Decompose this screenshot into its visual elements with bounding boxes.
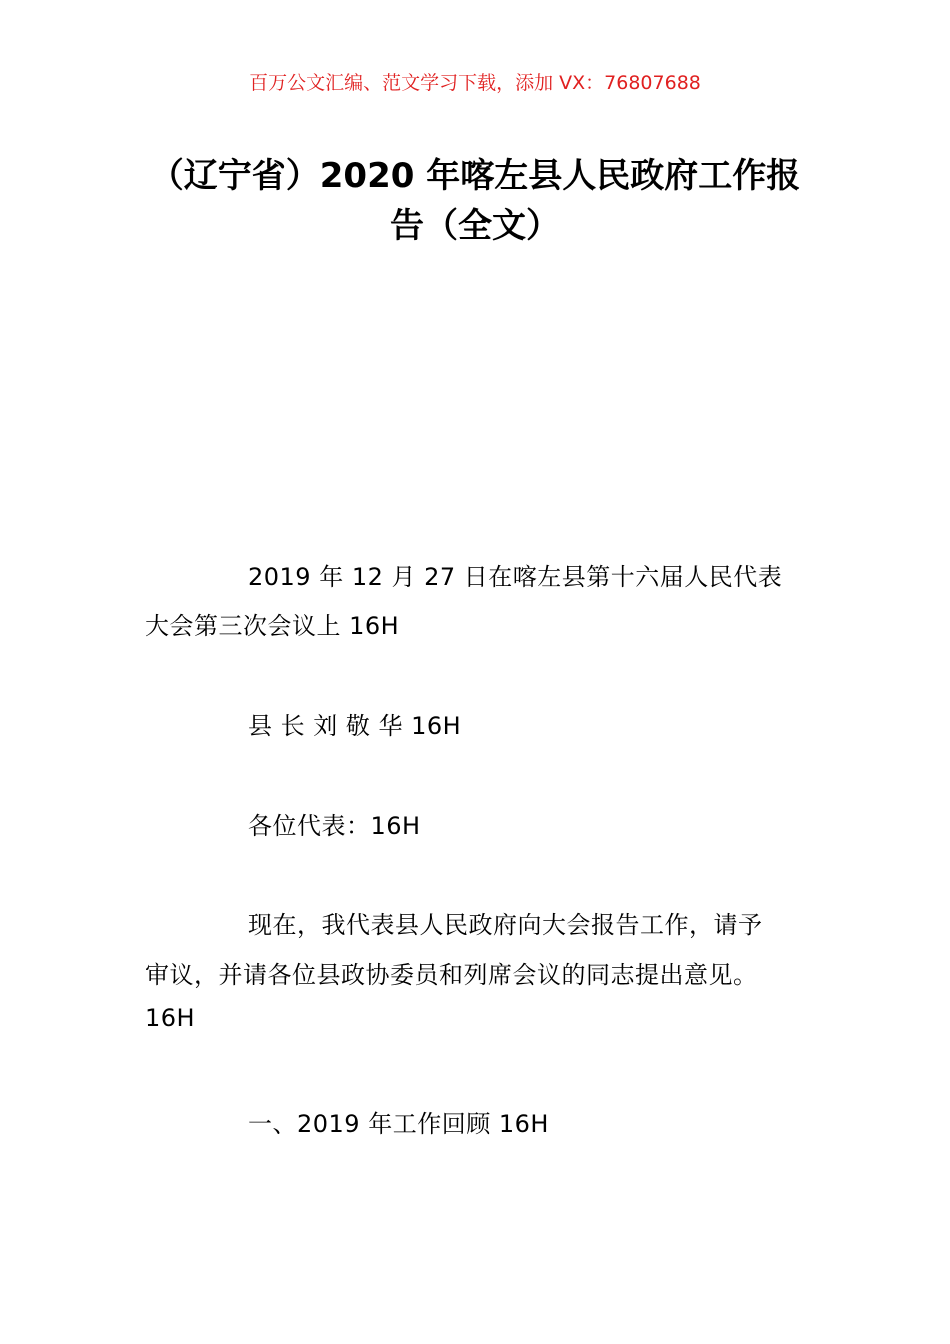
paragraph-intro-line-2: 审议，并请各位县政协委员和列席会议的同志提出意见。 xyxy=(145,961,758,989)
paragraph-salutation: 各位代表：16H xyxy=(248,812,421,840)
paragraph-intro-line-3: 16H xyxy=(145,1004,196,1032)
section-heading-review: 一、2019 年工作回顾 16H xyxy=(248,1110,549,1138)
watermark-header-note: 百万公文汇编、范文学习下载，添加 VX：76807688 xyxy=(249,72,701,94)
paragraph-meeting-line-1: 2019 年 12 月 27 日在喀左县第十六届人民代表 xyxy=(248,563,783,591)
paragraph-meeting-line-2: 大会第三次会议上 16H xyxy=(145,612,400,640)
document-title-line-1: （辽宁省）2020 年喀左县人民政府工作报 xyxy=(149,156,801,196)
paragraph-speaker: 县 长 刘 敬 华 16H xyxy=(248,712,462,740)
paragraph-intro-line-1: 现在，我代表县人民政府向大会报告工作，请予 xyxy=(248,911,763,939)
document-title-line-2: 告（全文） xyxy=(390,206,560,246)
